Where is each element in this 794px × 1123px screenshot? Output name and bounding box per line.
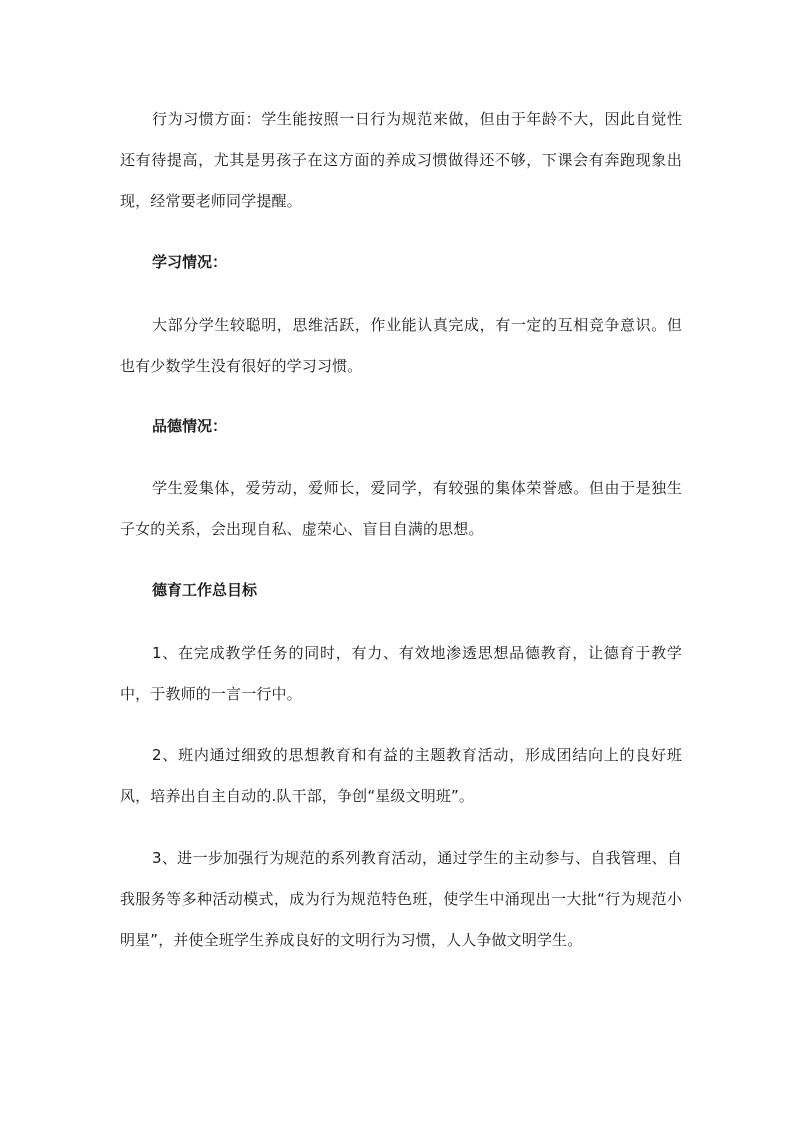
behavior-paragraph-block bbox=[120, 99, 682, 222]
goal-1-block bbox=[120, 633, 682, 715]
goal-3-paragraph: 3、进一步加强行为规范的系列教育活动，通过学生的主动参与、自我管理、自我服务等多种活动模式，成为行为规范特色班，使学生中涌现出一大批“行为规范小明星”，并使全班学生养成良好的文明行为习惯，人人争做文明学生。 bbox=[120, 849, 682, 949]
goal-1-paragraph: 1、在完成教学任务的同时，有力、有效地渗透思想品德教育，让德育于教学中，于教师的一言一行中。 bbox=[120, 644, 682, 703]
behavior-paragraph: 行为习惯方面：学生能按照一日行为规范来做，但由于年龄不大，因此自觉性还有待提高，尤其是男孩子在这方面的养成习惯做得还不够，下课会有奔跑现象出现，经常要老师同学提醒。 bbox=[120, 110, 682, 210]
goals-heading: 德育工作总目标 bbox=[152, 581, 258, 599]
goal-2-block bbox=[120, 735, 682, 817]
moral-paragraph-block bbox=[120, 468, 682, 550]
study-heading: 学习情况： bbox=[152, 253, 228, 271]
study-paragraph-block bbox=[120, 305, 682, 387]
goal-3-block bbox=[120, 838, 682, 961]
goal-2-paragraph: 2、班内通过细致的思想教育和有益的主题教育活动，形成团结向上的良好班风，培养出自主自动的.队干部，争创“星级文明班”。 bbox=[120, 746, 682, 805]
study-paragraph: 大部分学生较聪明，思维活跃，作业能认真完成，有一定的互相竞争意识。但也有少数学生没有很好的学习习惯。 bbox=[120, 316, 682, 375]
moral-paragraph: 学生爱集体，爱劳动，爱师长，爱同学，有较强的集体荣誉感。但由于是独生子女的关系，会出现自私、虚荣心、盲目自满的思想。 bbox=[120, 479, 682, 538]
moral-heading: 品德情况： bbox=[152, 417, 228, 435]
